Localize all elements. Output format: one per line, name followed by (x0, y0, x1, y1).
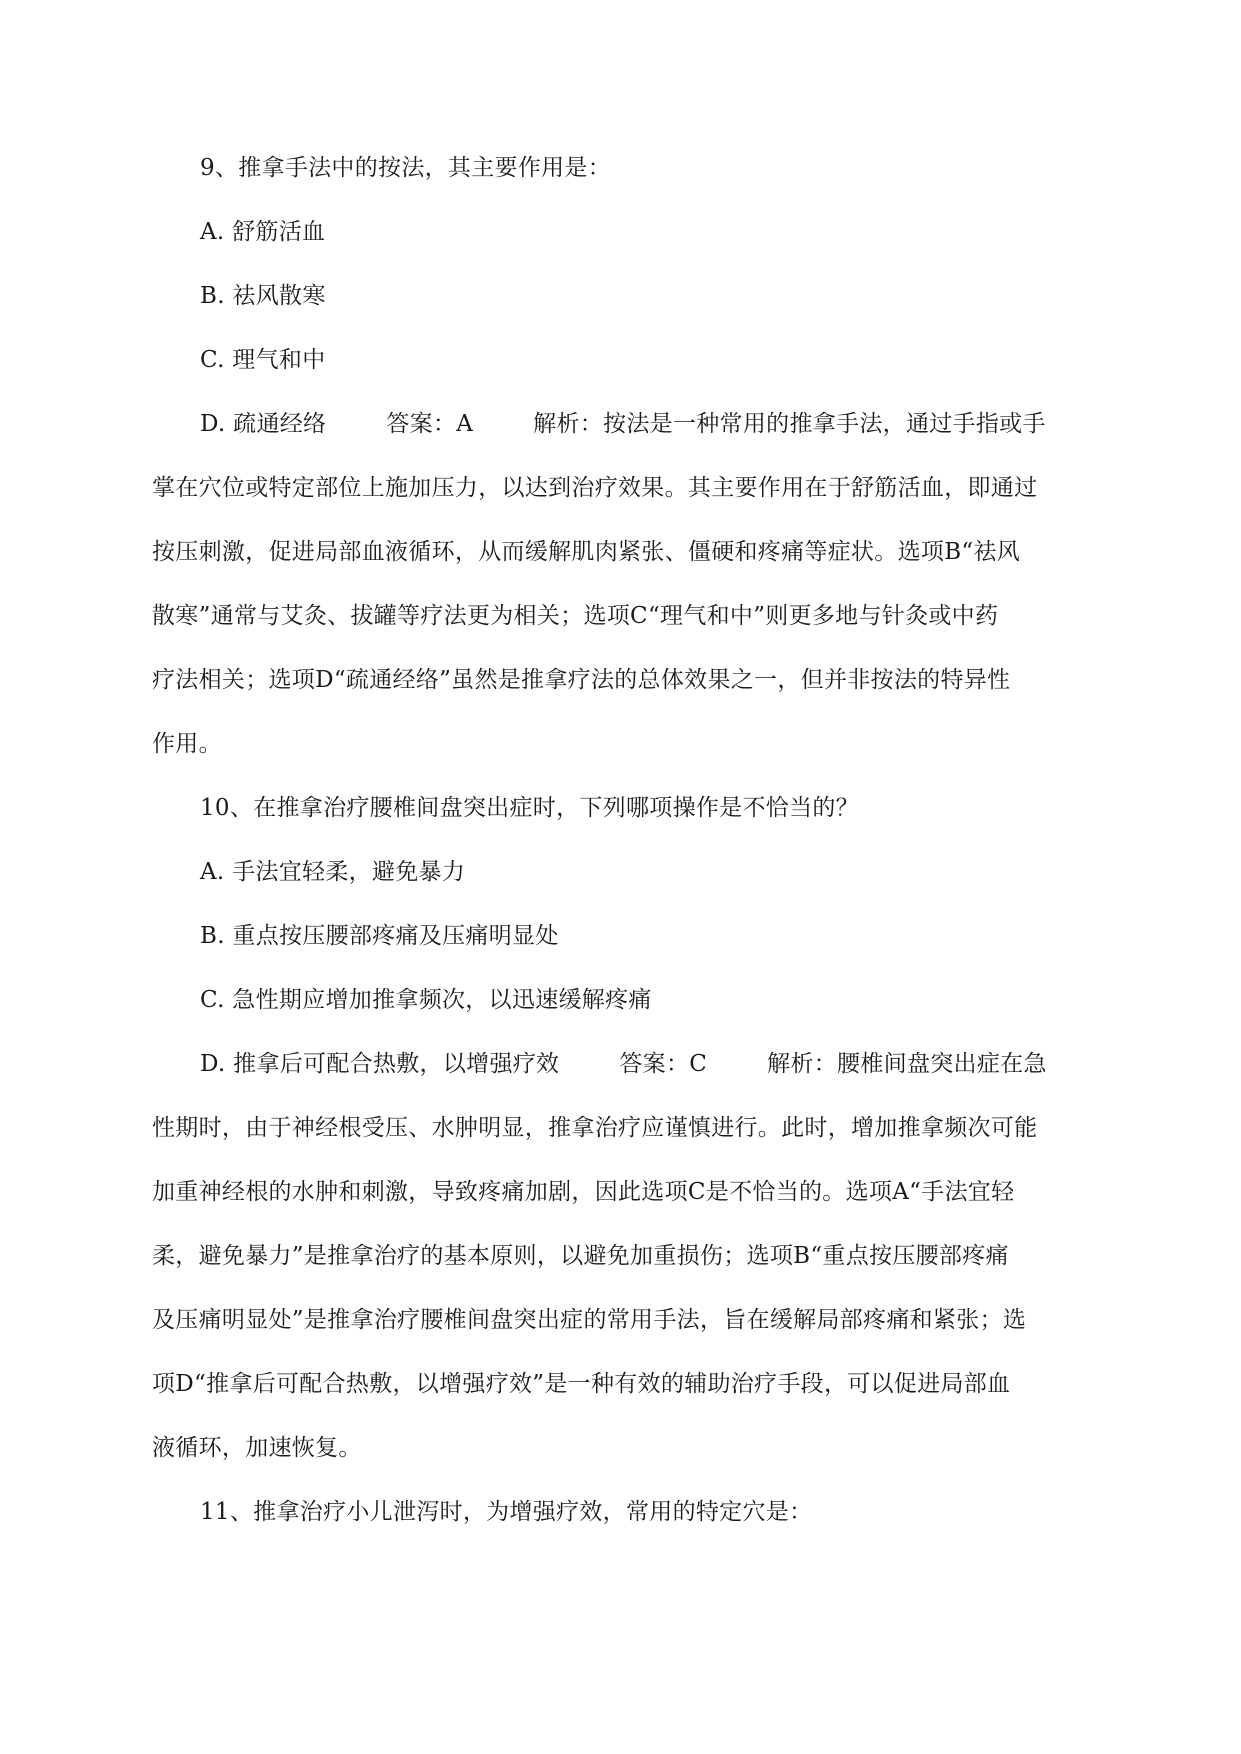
question-10-answer: 答案：C (619, 1051, 708, 1077)
question-10-analysis-line-5: 及压痛明显处”是推拿治疗腰椎间盘突出症的常用手法，旨在缓解局部疼痛和紧张；选 (152, 1307, 1027, 1333)
question-10-option-d: D. 推拿后可配合热敷，以增强疗效 (200, 1051, 560, 1077)
question-10-analysis-line-1: 解析：腰椎间盘突出症在急 (767, 1051, 1047, 1077)
question-10-option-d-row (152, 1032, 1090, 1096)
question-10-analysis-line-7: 液循环，加速恢复。 (152, 1435, 362, 1461)
question-9-analysis-line-4: 散寒”通常与艾灸、拔罐等疗法更为相关；选项C“理气和中”则更多地与针灸或中药 (152, 603, 999, 629)
question-10-analysis-line-3: 加重神经根的水肿和刺激，导致疼痛加剧，因此选项C是不恰当的。选项A“手法宜轻 (152, 1179, 1015, 1205)
question-10-analysis-line-6: 项D“推拿后可配合热敷，以增强疗效”是一种有效的辅助治疗手段，可以促进局部血 (152, 1371, 1011, 1397)
question-9-option-d-row (152, 392, 1090, 456)
question-10-analysis-line-2: 性期时，由于神经根受压、水肿明显，推拿治疗应谨慎进行。此时，增加推拿频次可能 (152, 1115, 1038, 1141)
question-9-option-d: D. 疏通经络 (200, 411, 327, 437)
question-9-option-a: A. 舒筋活血 (200, 219, 326, 245)
document-page (152, 136, 1090, 1544)
question-10-stem: 10、在推拿治疗腰椎间盘突出症时，下列哪项操作是不恰当的？ (200, 795, 859, 821)
question-9-analysis-line-6: 作用。 (152, 731, 222, 757)
question-10-option-c: C. 急性期应增加推拿频次，以迅速缓解疼痛 (200, 987, 652, 1013)
question-10-option-b: B. 重点按压腰部疼痛及压痛明显处 (200, 923, 559, 949)
question-9-option-c: C. 理气和中 (200, 347, 326, 373)
question-9-analysis-line-3: 按压刺激，促进局部血液循环，从而缓解肌肉紧张、僵硬和疼痛等症状。选项B“祛风 (152, 539, 1021, 565)
question-10-analysis-line-4: 柔，避免暴力”是推拿治疗的基本原则，以避免加重损伤；选项B“重点按压腰部疼痛 (152, 1243, 1009, 1269)
question-9-stem: 9、推拿手法中的按法，其主要作用是： (200, 155, 612, 181)
question-9-analysis-line-1: 解析：按法是一种常用的推拿手法，通过手指或手 (533, 411, 1046, 437)
question-10-option-a: A. 手法宜轻柔，避免暴力 (200, 859, 466, 885)
question-9-analysis-line-5: 疗法相关；选项D“疏通经络”虽然是推拿疗法的总体效果之一，但并非按法的特异性 (152, 667, 1011, 693)
question-9-answer: 答案：A (386, 411, 474, 437)
question-9-analysis-line-2: 掌在穴位或特定部位上施加压力，以达到治疗效果。其主要作用在于舒筋活血，即通过 (152, 475, 1038, 501)
question-9-option-b: B. 祛风散寒 (200, 283, 326, 309)
question-11-stem: 11、推拿治疗小儿泄泻时，为增强疗效，常用的特定穴是： (200, 1499, 813, 1525)
